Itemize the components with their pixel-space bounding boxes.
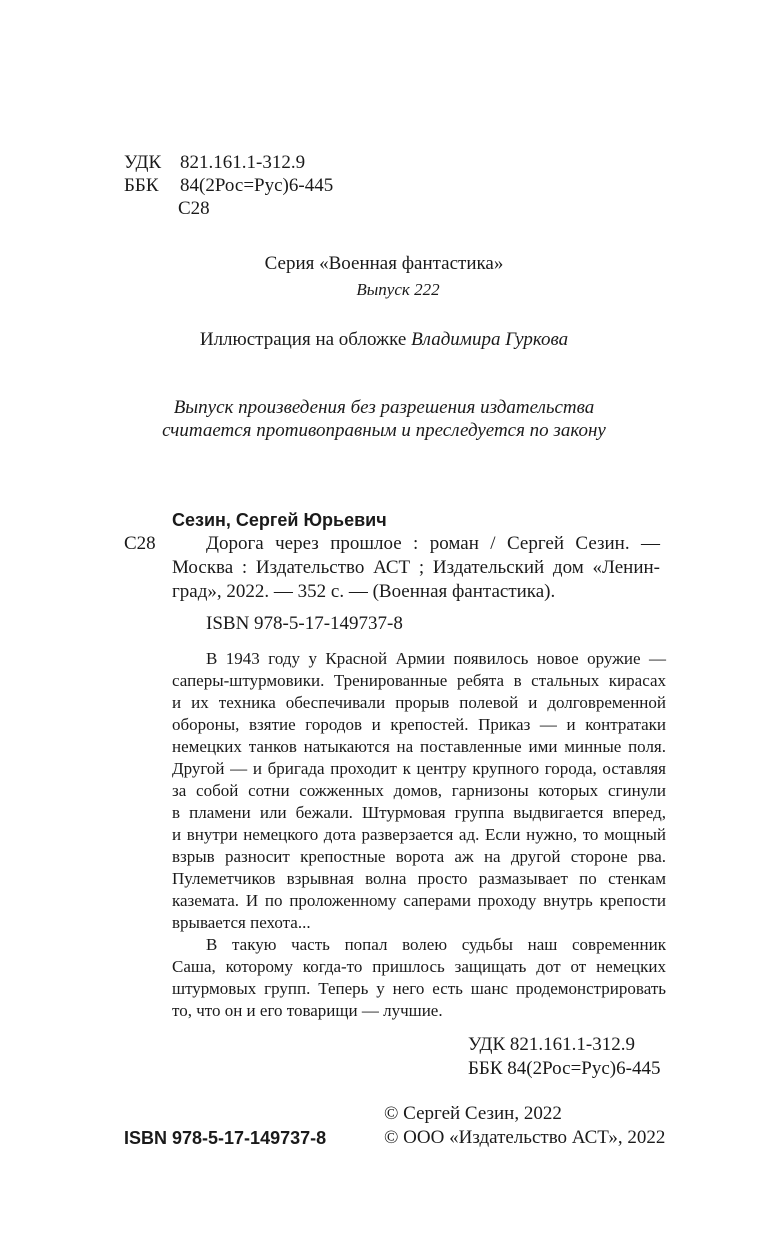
udk-value: 821.161.1-312.9 (180, 152, 306, 173)
annotation-line: Саша, которому когда-то пришлось защищать дот от немецких (172, 957, 666, 976)
annotation-line: за собой сотни сожженных домов, гарнизоны которых сгинули (172, 781, 666, 800)
annotation-line: то, что он и его товарищи — лучшие. (172, 1001, 443, 1020)
bottom-udk: УДК 821.161.1-312.9 (468, 1034, 635, 1055)
annotation-line: взрыв разносит крепостные ворота аж на другой стороне рва. (172, 847, 666, 866)
bibliographic-line-3: град», 2022. — 352 с. — (Военная фантастика). (172, 581, 556, 602)
bbk-label: ББК (124, 175, 159, 196)
udk-label: УДК (124, 152, 162, 173)
annotation-line: врывается пехота... (172, 913, 311, 932)
series-line (0, 253, 768, 275)
series-issue: Выпуск 222 (356, 280, 440, 299)
bbk-value: 84(2Рос=Рус)6-445 (180, 175, 334, 196)
annotation-line: В 1943 году у Красной Армии появилось новое оружие — (206, 649, 666, 668)
annotation-line: Пулеметчиков взрывная волна просто размазывает по стенкам (172, 869, 666, 888)
annotation-line: каземата. И по проложенному саперами проходу внутрь крепости (172, 891, 666, 910)
bibliographic-line-2: Москва : Издательство АСТ ; Издательский дом «Ленин- (172, 557, 660, 578)
illustration-prefix: Иллюстрация на обложке (199, 329, 412, 350)
annotation-line: В такую часть попал волею судьбы наш современник (206, 935, 666, 954)
bottom-bbk: ББК 84(2Рос=Рус)6-445 (468, 1058, 661, 1079)
annotation-line: штурмовых групп. Теперь у него есть шанс продемонстрировать (172, 979, 666, 998)
annotation-line: и их техника обеспечивали прорыв полевой и долговременной (172, 693, 666, 712)
series-prefix: Серия (264, 253, 320, 274)
illustration-credit (0, 329, 768, 351)
annotation-line: обороны, взятие городов и крепостей. Приказ — и контратаки (172, 715, 666, 734)
bottom-isbn: ISBN 978-5-17-149737-8 (124, 1128, 327, 1148)
legal-notice-line-1: Выпуск произведения без разрешения издательства (173, 397, 595, 418)
author-mark: С28 (178, 198, 210, 219)
illustration-artist: Владимира Гуркова (411, 329, 569, 350)
series-name: «Военная фантастика» (319, 253, 504, 274)
copyright-author: © Сергей Сезин, 2022 (384, 1103, 562, 1124)
author-heading: Сезин, Сергей Юрьевич (172, 510, 387, 530)
annotation-line: в пламени или бежали. Штурмовая группа выдвигается вперед, (172, 803, 666, 822)
legal-notice-line-2: считается противоправным и преследуется по закону (162, 420, 606, 441)
bibliographic-line-1: Дорога через прошлое : роман / Сергей Сезин. — (206, 533, 660, 554)
bibliographic-isbn: ISBN 978-5-17-149737-8 (206, 613, 403, 634)
copyright-publisher: © ООО «Издательство АСТ», 2022 (384, 1127, 666, 1148)
bibliographic-mark: С28 (124, 533, 156, 554)
annotation-line: немецких танков натыкаются на поставленные ими минные поля. (172, 737, 666, 756)
annotation-line: саперы-штурмовики. Тренированные ребята в стальных кирасах (172, 671, 666, 690)
annotation-line: Другой — и бригада проходит к центру крупного города, оставляя (172, 759, 666, 778)
annotation-line: и внутри немецкого дота разверзается ад. Если нужно, то мощный (172, 825, 666, 844)
